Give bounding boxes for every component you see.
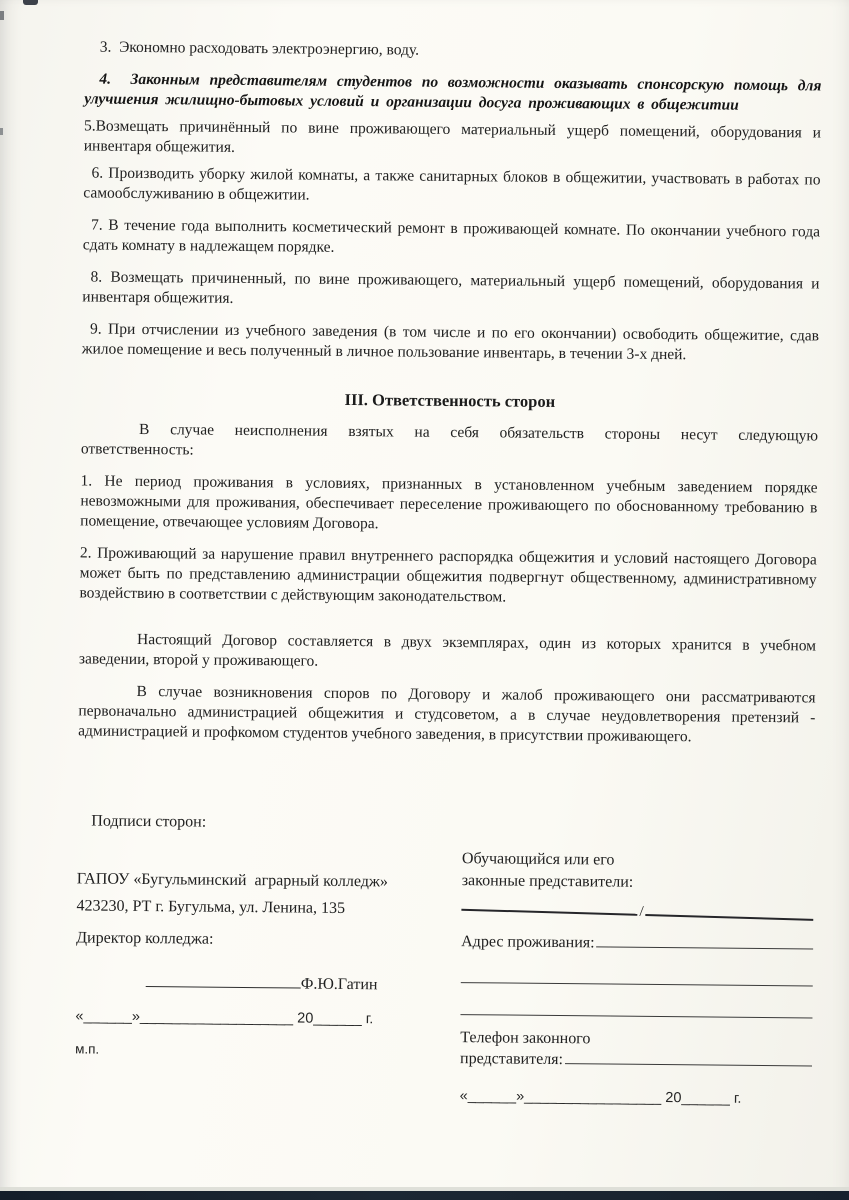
address-blank-line-3 bbox=[460, 1014, 812, 1018]
responsibility-item-2: 2. Проживающий за нарушение правил внутреннего распорядка общежития и условий настоящего Договора может быть по представлению администрации общежития подвергнут общественному, административному воздействию в соответствии с действующим законодательством. bbox=[79, 544, 817, 606]
student-label-line2: законные представители: bbox=[461, 872, 634, 891]
phone-label-line1: Телефон законного bbox=[460, 1029, 591, 1048]
address-field-row bbox=[461, 932, 813, 954]
scan-artifact bbox=[23, 0, 38, 5]
address-label: Адрес проживания: bbox=[461, 933, 595, 952]
stamp-placeholder: м.п. bbox=[75, 1041, 100, 1057]
college-date-line: «______»___________________ 20______ г. bbox=[75, 1008, 374, 1028]
signatures-heading: Подписи сторон: bbox=[91, 812, 207, 831]
college-address: 423230, РТ г. Бугульма, ул. Ленина, 135 bbox=[76, 897, 346, 917]
signature-line-segment bbox=[461, 895, 637, 916]
clause-3: 3. Экономно расходовать электроэнергию, воду. bbox=[99, 38, 420, 59]
student-date-line: «______»_________________ 20______ г. bbox=[459, 1088, 742, 1107]
responsibility-item-1: 1. Не период проживания в условиях, признанных в установленном учебным заведением порядке невозможными для проживания, обеспечивает переселение проживающего по обоснованному требованию в помещение, отвечающее условиям Договора. bbox=[80, 472, 818, 533]
signatures-section bbox=[75, 812, 815, 1110]
clause-9: 9. При отчислении из учебного заведения (в том числе и по его окончании) освободить общежитие, сдав жилое помещение и весь полученный в личное пользование инвентарь, в течении 3-х дней. bbox=[81, 320, 820, 364]
clause-7: 7. В течение года выполнить косметический ремонт в проживающей комнате. По окончании учебного года сдать комнату в надлежащем порядке. bbox=[82, 216, 821, 256]
director-label: Директор колледжа: bbox=[76, 929, 214, 948]
scan-edge-dark-band bbox=[0, 1191, 849, 1200]
director-name: Ф.Ю.Гатин bbox=[300, 975, 378, 994]
closing-paragraph-1: Настоящий Договор составляется в двух экземплярах, один из которых хранится в учебном заведении, второй у проживающего. bbox=[78, 630, 817, 670]
college-name: ГАПОУ «Бугульминский аграрный колледж» bbox=[76, 870, 389, 891]
phone-field-row bbox=[460, 1049, 812, 1071]
college-signature-block bbox=[75, 844, 462, 1107]
address-blank-line bbox=[597, 933, 814, 949]
phone-label-line2: представителя: bbox=[459, 1050, 564, 1069]
signature-slash: / bbox=[639, 903, 644, 920]
student-signature-block bbox=[460, 848, 814, 1110]
phone-blank-line bbox=[565, 1050, 812, 1066]
scan-artifact bbox=[0, 128, 3, 135]
closing-paragraph-2: В случае возникновения споров по Договору и жалоб проживающего они рассматриваются первоначально администрацией общежития и студсоветом, а в случае неудовлетворения претензий - администрацией и профкомом студентов учебного заведения, в присутствии проживающего. bbox=[78, 682, 816, 746]
address-blank-line-2 bbox=[461, 982, 813, 986]
signature-line-segment bbox=[646, 900, 814, 921]
director-signature-row bbox=[76, 971, 461, 995]
clause-8: 8. Возмещать причиненный, по вине проживающего, материальный ущерб помещений, оборудования и инвентаря общежития. bbox=[82, 268, 820, 307]
clause-5: 5.Возмещать причинённый по вине проживающего материальный ущерб помещений, оборудования и инвентаря общежития. bbox=[83, 117, 822, 156]
student-label-line1: Обучающийся или его bbox=[461, 850, 615, 869]
scan-artifact bbox=[0, 11, 4, 20]
signatures-columns bbox=[75, 844, 814, 1110]
director-signature-line bbox=[146, 972, 301, 988]
section-3-intro: В случае неисполнения взятых на себя обязательств стороны несут следующую ответственность: bbox=[80, 420, 819, 459]
section-3-heading: III. Ответственность сторон bbox=[344, 389, 556, 411]
student-signature-line bbox=[461, 895, 813, 923]
clause-4: 4. Законным представителям студентов по возможности оказывать спонсорскую помощь для улучшения жилищно-бытовых условий и организации досуга проживающих в общежитии bbox=[84, 70, 822, 114]
clause-6: 6. Производить уборку жилой комнаты, а также санитарных блоков в общежитии, участвовать в работах по самообслуживанию в общежитии. bbox=[83, 164, 821, 204]
phone-field-block bbox=[460, 1027, 812, 1071]
